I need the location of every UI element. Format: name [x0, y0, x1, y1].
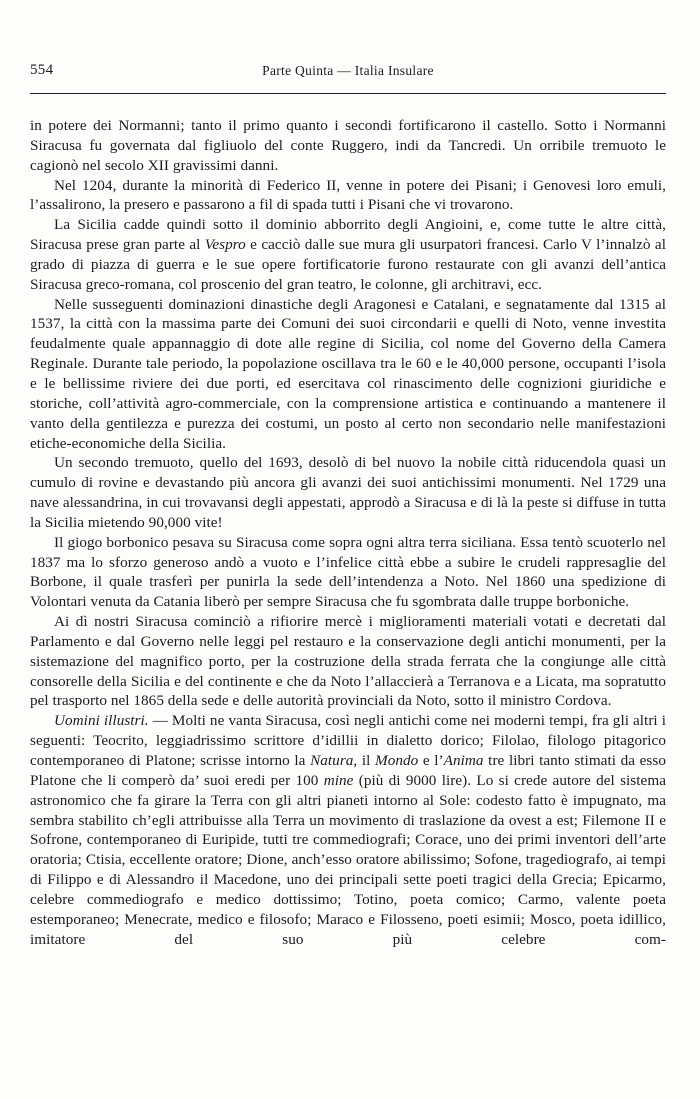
body-text: [30, 116, 666, 949]
italic-run: Uomini illustri.: [54, 712, 149, 730]
text-run: Ai dì nostri Siracusa cominciò a rifiorire mercè i miglioramenti materiali votati e decretati dal Parlamento e dal Governo nelle leggi pel restauro e la conservazione degli antichi monumenti, per la sistemazione del magnifico porto, per la costruzione della strada ferrata che la congiunge alle città consorelle della Sicilia e del continente e che da Noto l’allaccierà a Terranova e a Licata, ma sopratutto pel trasporto nel 1865 della sede e delle autorità provinciali da Noto, sotto il ministro Cordova.: [30, 613, 666, 710]
text-run: Il giogo borbonico pesava su Siracusa come sopra ogni altra terra siciliana. Essa tentò scuoterlo nel 1837 ma lo sforzo generoso andò a vuoto e l’infelice città ebbe a subire le crudeli rappresaglie del Borbone, il quale trasferì per punirla la sede dell’intendenza a Noto. Nel 1860 una spedizione di Volontari venuta da Catania liberò per sempre Siracusa che fu sgombrata dalle truppe borboniche.: [30, 533, 666, 611]
paragraph: [30, 215, 666, 294]
italic-run: Vespro: [204, 236, 246, 254]
paragraph: [30, 453, 666, 532]
paragraph: [30, 711, 666, 949]
text-run: (più di 9000 lire). Lo si crede autore del sistema astronomico che fa girare la Terra con gli altri pianeti intorno al Sole: codesto fatto è impugnato, ma sembra stabilito ch’egli attribuisse alla Terra un movimento di traslazione da ovest a est; Filemone II e Sofrone, contemporaneo di Euripide, tutti tre commediografi; Corace, uno dei primi inventori dell’arte oratoria; Ctisia, eccellente oratore; Dione, anch’esso oratore abilissimo; Sofone, tragediografo, ai tempi di Filippo e di Alessandro il Macedone, uno dei principali sette poeti tragici della Grecia; Epicarmo, celebre commediografo e medico dottissimo; Totino, poeta comico; Carmo, valente poeta estemporaneo; Menecrate, medico e filosofo; Maraco e Filosseno, poeti esimii; Mosco, poeta idillico, imitatore del suo più celebre com-: [30, 771, 666, 948]
text-run: , il: [353, 752, 376, 769]
text-run: tre libri tanto stimati da esso Platone che li comperò da’ suoi eredi per 100: [30, 752, 666, 789]
text-run: in potere dei Normanni; tanto il primo quanto i secondi fortificarono il castello. Sotto i Normanni Siracusa fu governata dal figliuolo del conte Ruggero, indi da Tancredi. Un orribile tremuoto le cagionò nel secolo XII gravissimi danni.: [30, 117, 666, 174]
text-run: — Molti ne vanta Siracusa, così negli antichi come nei moderni tempi, fra gli altri i seguenti: Teocrito, leggiadrissimo scrittore d’idillii in dialetto dorico; Filolao, filologo pitagorico contemporaneo di Platone; scrisse intorno la: [30, 712, 666, 769]
paragraph: [30, 533, 666, 612]
paragraph: [30, 116, 666, 176]
text-run: Nelle susseguenti dominazioni dinastiche degli Aragonesi e Catalani, e segnatamente dal 1315 al 1537, la città con la massima parte dei Comuni dei suoi circondarii e quelli di Noto, venne investita feudalmente quale appannaggio di dote alle regine di Sicilia, col nome del Governo della Camera Reginale. Durante tale periodo, la popolazione oscillava tra le 60 e le 40,000 persone, occupanti l’isola e le bellissime riviere dei due porti, ed esercitava col rinascimento delle cognizioni giuridiche e storiche, coll’attività agro-commerciale, con la comprensione artistica e continuando a mantenere il vanto della gentilezza e purezza dei costumi, un posto al certo non secondario nelle manifestazioni etiche-economiche della Sicilia.: [30, 295, 666, 452]
italic-run: mine: [323, 771, 354, 789]
page-header: [30, 62, 666, 84]
text-run: e cacciò dalle sue mura gli usurpatori francesi. Carlo V l’innalzò al grado di piazza di guerra e le sue opere fortificatorie furono restaurate con gli avanzi dell’antica Siracusa greco-romana, col proscenio del gran teatro, le colonne, gli architravi, ecc.: [30, 236, 666, 293]
text-run: Un secondo tremuoto, quello del 1693, desolò di bel nuovo la nobile città riducendola quasi un cumulo di rovine e devastando più ancora gli avanzi dei suoi antichissimi monumenti. Nel 1729 una nave alessandrina, in cui trovavansi degli appestati, approdò a Siracusa e di là la peste si diffuse in tutta la Sicilia mietendo 90,000 vite!: [30, 454, 666, 531]
paragraph: [30, 176, 666, 216]
page-number: 554: [30, 62, 54, 78]
running-title: Parte Quinta — Italia Insulare: [262, 63, 434, 78]
italic-run: Anima: [443, 752, 484, 769]
text-run: La Sicilia cadde quindi sotto il dominio abborrito degli Angioini, e, come tutte le altre città, Siracusa prese gran parte al: [30, 216, 666, 254]
paragraph: [30, 295, 666, 454]
italic-run: Natura: [310, 752, 354, 769]
header-rule: [30, 93, 666, 94]
italic-run: Mondo: [375, 752, 419, 769]
text-run: Nel 1204, durante la minorità di Federico II, venne in potere dei Pisani; i Genovesi loro emuli, l’assalirono, la presero e passarono a fil di spada tutti i Pisani che vi trovarono.: [30, 176, 666, 214]
paragraph: [30, 612, 666, 711]
text-run: e l’: [418, 752, 444, 769]
